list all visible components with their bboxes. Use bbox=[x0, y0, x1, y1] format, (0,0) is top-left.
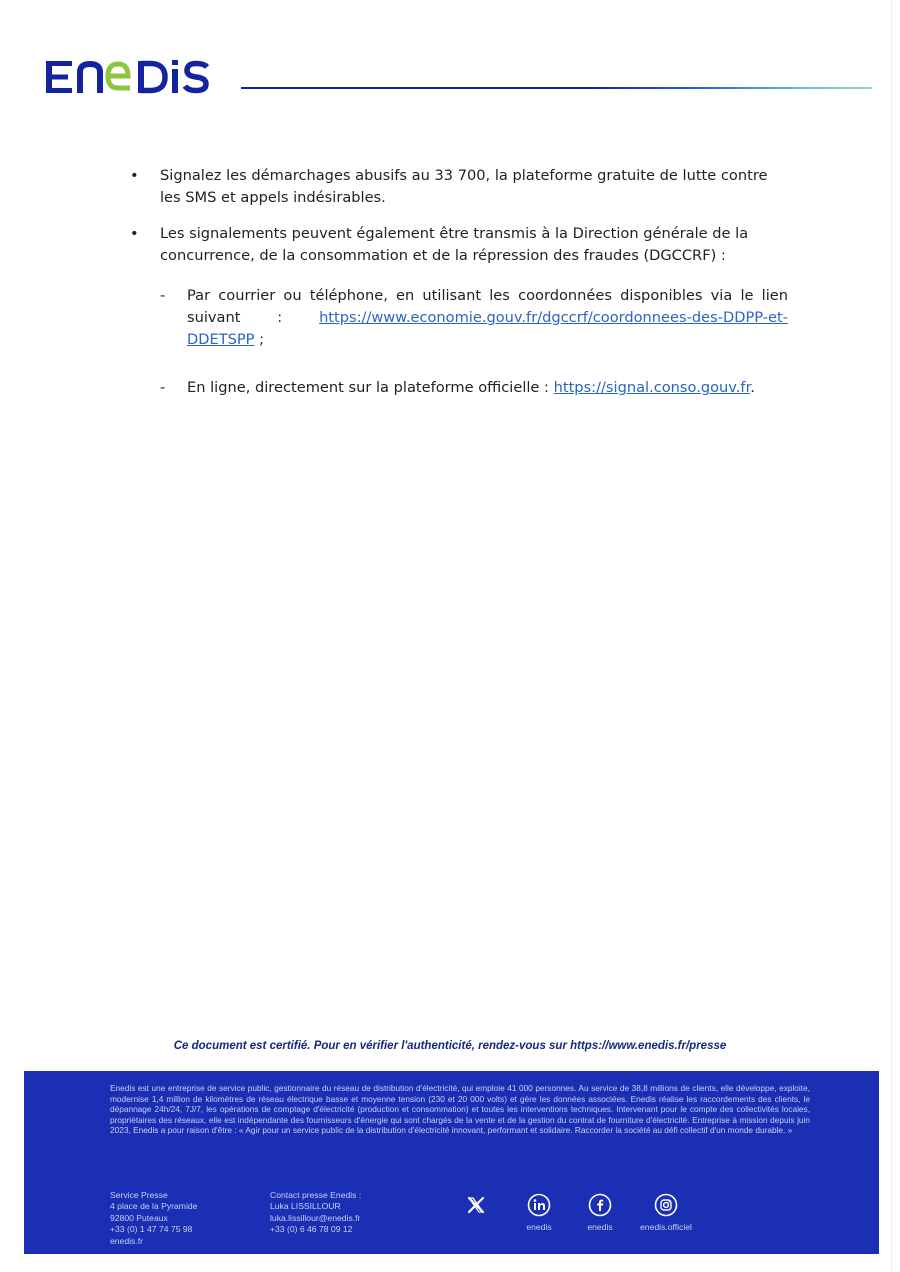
sub-item bbox=[128, 285, 788, 351]
certification-notice: Ce document est certifié. Pour en vérifier l'authenticité, rendez-vous sur https://www.enedis.fr/presse bbox=[173, 1040, 727, 1052]
sub-item-text: En ligne, directement sur la plateforme officielle : bbox=[187, 379, 554, 396]
sub-item-text-end: ; bbox=[254, 331, 265, 348]
document-body bbox=[128, 165, 788, 425]
social-label: enedis bbox=[526, 1222, 552, 1232]
social-label: enedis bbox=[587, 1222, 613, 1232]
dash-icon: - bbox=[160, 379, 166, 396]
bullet-dot-icon: • bbox=[130, 167, 139, 184]
sub-item-text-end: . bbox=[750, 379, 755, 396]
social-label: enedis.officiel bbox=[640, 1222, 692, 1232]
dgccrf-link[interactable]: https://www.economie.gouv.fr/dgccrf/coordonnees-des-DDPP-et-DDETSPP bbox=[187, 309, 788, 348]
press-contact-phone: +33 (0) 6 46 78 09 12 bbox=[270, 1224, 353, 1235]
bullet-item bbox=[128, 223, 788, 267]
header-rule bbox=[241, 87, 872, 89]
bullet-text: Signalez les démarchages abusifs au 33 700, la plateforme gratuite de lutte contre les SMS et appels indésirables. bbox=[160, 167, 768, 206]
dash-icon: - bbox=[160, 287, 166, 304]
page-header bbox=[44, 52, 872, 102]
sub-item bbox=[128, 377, 788, 399]
bullet-item bbox=[128, 165, 788, 209]
press-service-website[interactable]: enedis.fr bbox=[110, 1235, 143, 1246]
press-service-address2: 92800 Puteaux bbox=[110, 1212, 168, 1223]
enedis-logo bbox=[44, 52, 234, 100]
social-instagram[interactable] bbox=[626, 1190, 706, 1232]
sub-item-text: Par courrier ou téléphone, en utilisant les coordonnées disponibles via le lien suivant : bbox=[187, 287, 788, 326]
press-service-title: Service Presse bbox=[110, 1190, 168, 1200]
page-edge bbox=[891, 0, 892, 1272]
press-service-phone: +33 (0) 1 47 74 75 98 bbox=[110, 1224, 193, 1235]
bullet-dot-icon: • bbox=[130, 225, 139, 242]
press-contact-email[interactable]: luka.lissillour@enedis.fr bbox=[270, 1212, 361, 1223]
footer-banner bbox=[24, 1071, 879, 1254]
company-description: Enedis est une entreprise de service public, gestionnaire du réseau de distribution d'électricité, qui emploie 41 000 personnes. Au service de 38,8 millions de clients, elle développe, exploite, modernise 1,4 million de kilomètres de réseau électrique basse et moyenne tension (230 et 20 000 volts) et gère les données associées. Enedis réalise les raccordements des clients, le dépannage 24h/24, 7J/7, les opérations de comptage d'électricité (production et consommation) et toutes les interventions techniques. Intervenant pour le compte des collectivités locales, propriétaires des réseaux, elle est indépendante des fournisseurs d'énergie qui sont chargés de la vente et de la gestion du contrat de fourniture d'électricité. Entreprise à mission depuis juin 2023, Enedis a pour raison d'être : « Agir pour un service public de la distribution d'électricité innovant, performant et solidaire. Raccorder la société au défi collectif d'un monde durable. » bbox=[110, 1083, 810, 1136]
press-service-address1: 4 place de la Pyramide bbox=[110, 1201, 198, 1212]
press-contact-block bbox=[270, 1190, 361, 1236]
instagram-icon[interactable] bbox=[626, 1190, 706, 1220]
bullet-text: Les signalements peuvent également être transmis à la Direction générale de la concurrence, de la consommation et de la répression des fraudes (DGCCRF) : bbox=[160, 225, 749, 264]
press-contact-name: Luka LISSILLOUR bbox=[270, 1201, 341, 1212]
press-contact-title: Contact presse Enedis : bbox=[270, 1190, 362, 1200]
press-service-block bbox=[110, 1190, 197, 1247]
signal-conso-link[interactable]: https://signal.conso.gouv.fr bbox=[553, 379, 751, 396]
